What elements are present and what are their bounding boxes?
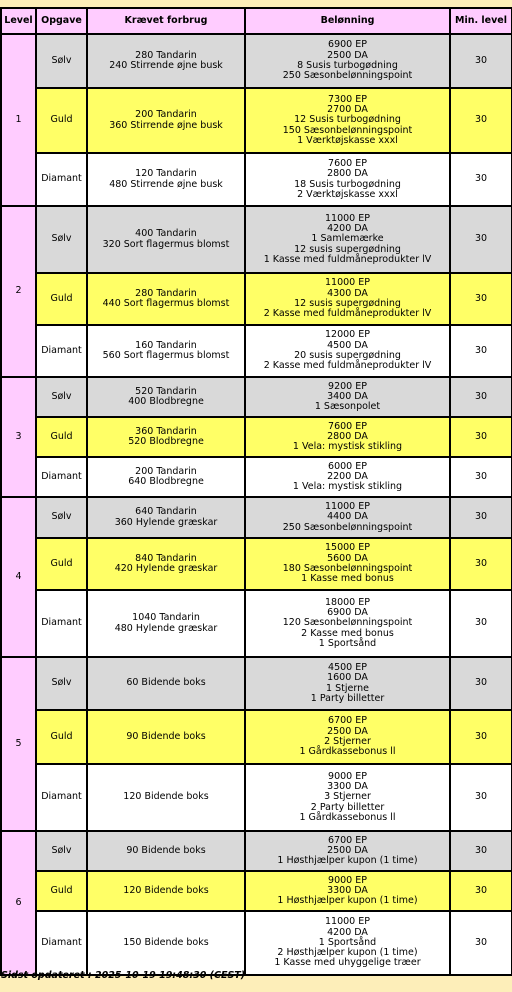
cell-level: 1 xyxy=(1,34,36,206)
cell-min-level: 30 xyxy=(450,153,512,206)
cell-min-level: 30 xyxy=(450,325,512,377)
table-row xyxy=(1,497,512,538)
cell-min-level: 30 xyxy=(450,911,512,975)
cell-required: 360 Tandarin 520 Blodbregne xyxy=(87,417,245,457)
cell-reward: 7300 EP 2700 DA 12 Susis turbogødning 150 Sæsonbelønningspoint 1 Værktøjskasse xxxl xyxy=(245,88,450,153)
cell-required: 520 Tandarin 400 Blodbregne xyxy=(87,377,245,417)
cell-required: 120 Tandarin 480 Stirrende øjne busk xyxy=(87,153,245,206)
cell-min-level: 30 xyxy=(450,206,512,273)
table-row xyxy=(1,325,512,377)
cell-task: Diamant xyxy=(36,457,87,497)
cell-required: 200 Tandarin 360 Stirrende øjne busk xyxy=(87,88,245,153)
cell-reward: 9000 EP 3300 DA 1 Høsthjælper kupon (1 time) xyxy=(245,871,450,911)
cell-reward: 11000 EP 4300 DA 12 susis supergødning 2 Kasse med fuldmåneprodukter lV xyxy=(245,273,450,325)
cell-required: 640 Tandarin 360 Hylende græskar xyxy=(87,497,245,538)
cell-reward: 11000 EP 4200 DA 1 Samlemærke 12 susis supergødning 1 Kasse med fuldmåneprodukter lV xyxy=(245,206,450,273)
table-row xyxy=(1,153,512,206)
cell-level: 5 xyxy=(1,657,36,831)
table-row xyxy=(1,457,512,497)
cell-reward: 15000 EP 5600 DA 180 Sæsonbelønningspoint 1 Kasse med bonus xyxy=(245,538,450,590)
cell-task: Diamant xyxy=(36,911,87,975)
table-row xyxy=(1,377,512,417)
table-header-row xyxy=(1,8,512,34)
cell-required: 280 Tandarin 240 Stirrende øjne busk xyxy=(87,34,245,88)
header-reward: Belønning xyxy=(245,8,450,34)
cell-task: Diamant xyxy=(36,590,87,657)
cell-min-level: 30 xyxy=(450,764,512,831)
cell-reward: 6700 EP 2500 DA 2 Stjerner 1 Gårdkassebonus ll xyxy=(245,710,450,764)
table-row xyxy=(1,911,512,975)
cell-task: Sølv xyxy=(36,206,87,273)
table-row xyxy=(1,538,512,590)
cell-min-level: 30 xyxy=(450,34,512,88)
cell-required: 120 Bidende boks xyxy=(87,871,245,911)
cell-required: 160 Tandarin 560 Sort flagermus blomst xyxy=(87,325,245,377)
cell-required: 200 Tandarin 640 Blodbregne xyxy=(87,457,245,497)
cell-reward: 9000 EP 3300 DA 3 Stjerner 2 Party billetter 1 Gårdkassebonus ll xyxy=(245,764,450,831)
cell-min-level: 30 xyxy=(450,871,512,911)
cell-task: Sølv xyxy=(36,831,87,871)
table-row xyxy=(1,417,512,457)
cell-required: 90 Bidende boks xyxy=(87,710,245,764)
cell-required: 150 Bidende boks xyxy=(87,911,245,975)
cell-task: Guld xyxy=(36,538,87,590)
cell-reward: 6900 EP 2500 DA 8 Susis turbogødning 250 Sæsonbelønningspoint xyxy=(245,34,450,88)
table-row xyxy=(1,34,512,88)
cell-reward: 18000 EP 6900 DA 120 Sæsonbelønningspoint 2 Kasse med bonus 1 Sportsånd xyxy=(245,590,450,657)
cell-task: Guld xyxy=(36,273,87,325)
cell-min-level: 30 xyxy=(450,831,512,871)
cell-min-level: 30 xyxy=(450,710,512,764)
table-row xyxy=(1,273,512,325)
cell-level: 2 xyxy=(1,206,36,377)
cell-reward: 11000 EP 4400 DA 250 Sæsonbelønningspoint xyxy=(245,497,450,538)
cell-min-level: 30 xyxy=(450,88,512,153)
table-body xyxy=(1,34,512,975)
table-row xyxy=(1,88,512,153)
table-row xyxy=(1,710,512,764)
cell-task: Sølv xyxy=(36,377,87,417)
header-min-level: Min. level xyxy=(450,8,512,34)
cell-task: Guld xyxy=(36,88,87,153)
cell-min-level: 30 xyxy=(450,417,512,457)
cell-required: 400 Tandarin 320 Sort flagermus blomst xyxy=(87,206,245,273)
cell-required: 280 Tandarin 440 Sort flagermus blomst xyxy=(87,273,245,325)
cell-level: 4 xyxy=(1,497,36,657)
cell-task: Guld xyxy=(36,417,87,457)
cell-task: Diamant xyxy=(36,764,87,831)
table-row xyxy=(1,590,512,657)
rewards-table xyxy=(0,7,512,976)
cell-task: Guld xyxy=(36,871,87,911)
header-task: Opgave xyxy=(36,8,87,34)
cell-reward: 4500 EP 1600 DA 1 Stjerne 1 Party billetter xyxy=(245,657,450,710)
cell-min-level: 30 xyxy=(450,457,512,497)
table-row xyxy=(1,206,512,273)
cell-min-level: 30 xyxy=(450,377,512,417)
cell-reward: 11000 EP 4200 DA 1 Sportsånd 2 Høsthjælper kupon (1 time) 1 Kasse med uhyggelige træer xyxy=(245,911,450,975)
cell-task: Sølv xyxy=(36,34,87,88)
cell-reward: 7600 EP 2800 DA 1 Vela: mystisk stikling xyxy=(245,417,450,457)
cell-reward: 7600 EP 2800 DA 18 Susis turbogødning 2 Værktøjskasse xxxl xyxy=(245,153,450,206)
cell-min-level: 30 xyxy=(450,590,512,657)
cell-reward: 12000 EP 4500 DA 20 susis supergødning 2 Kasse med fuldmåneprodukter lV xyxy=(245,325,450,377)
cell-min-level: 30 xyxy=(450,273,512,325)
last-updated: Sidst opdateret : 2025-10-19 19:48:30 (CEST) xyxy=(1,970,246,981)
header-required: Krævet forbrug xyxy=(87,8,245,34)
cell-reward: 9200 EP 3400 DA 1 Sæsonpolet xyxy=(245,377,450,417)
cell-task: Sølv xyxy=(36,497,87,538)
cell-min-level: 30 xyxy=(450,497,512,538)
cell-required: 60 Bidende boks xyxy=(87,657,245,710)
cell-min-level: 30 xyxy=(450,538,512,590)
table-row xyxy=(1,871,512,911)
cell-required: 1040 Tandarin 480 Hylende græskar xyxy=(87,590,245,657)
cell-required: 120 Bidende boks xyxy=(87,764,245,831)
cell-level: 3 xyxy=(1,377,36,497)
cell-task: Guld xyxy=(36,710,87,764)
table-row xyxy=(1,831,512,871)
cell-required: 840 Tandarin 420 Hylende græskar xyxy=(87,538,245,590)
cell-task: Diamant xyxy=(36,325,87,377)
cell-level: 6 xyxy=(1,831,36,975)
table-row xyxy=(1,764,512,831)
cell-reward: 6700 EP 2500 DA 1 Høsthjælper kupon (1 time) xyxy=(245,831,450,871)
cell-reward: 6000 EP 2200 DA 1 Vela: mystisk stikling xyxy=(245,457,450,497)
cell-task: Diamant xyxy=(36,153,87,206)
table-row xyxy=(1,657,512,710)
cell-required: 90 Bidende boks xyxy=(87,831,245,871)
cell-task: Sølv xyxy=(36,657,87,710)
header-level: Level xyxy=(1,8,36,34)
cell-min-level: 30 xyxy=(450,657,512,710)
